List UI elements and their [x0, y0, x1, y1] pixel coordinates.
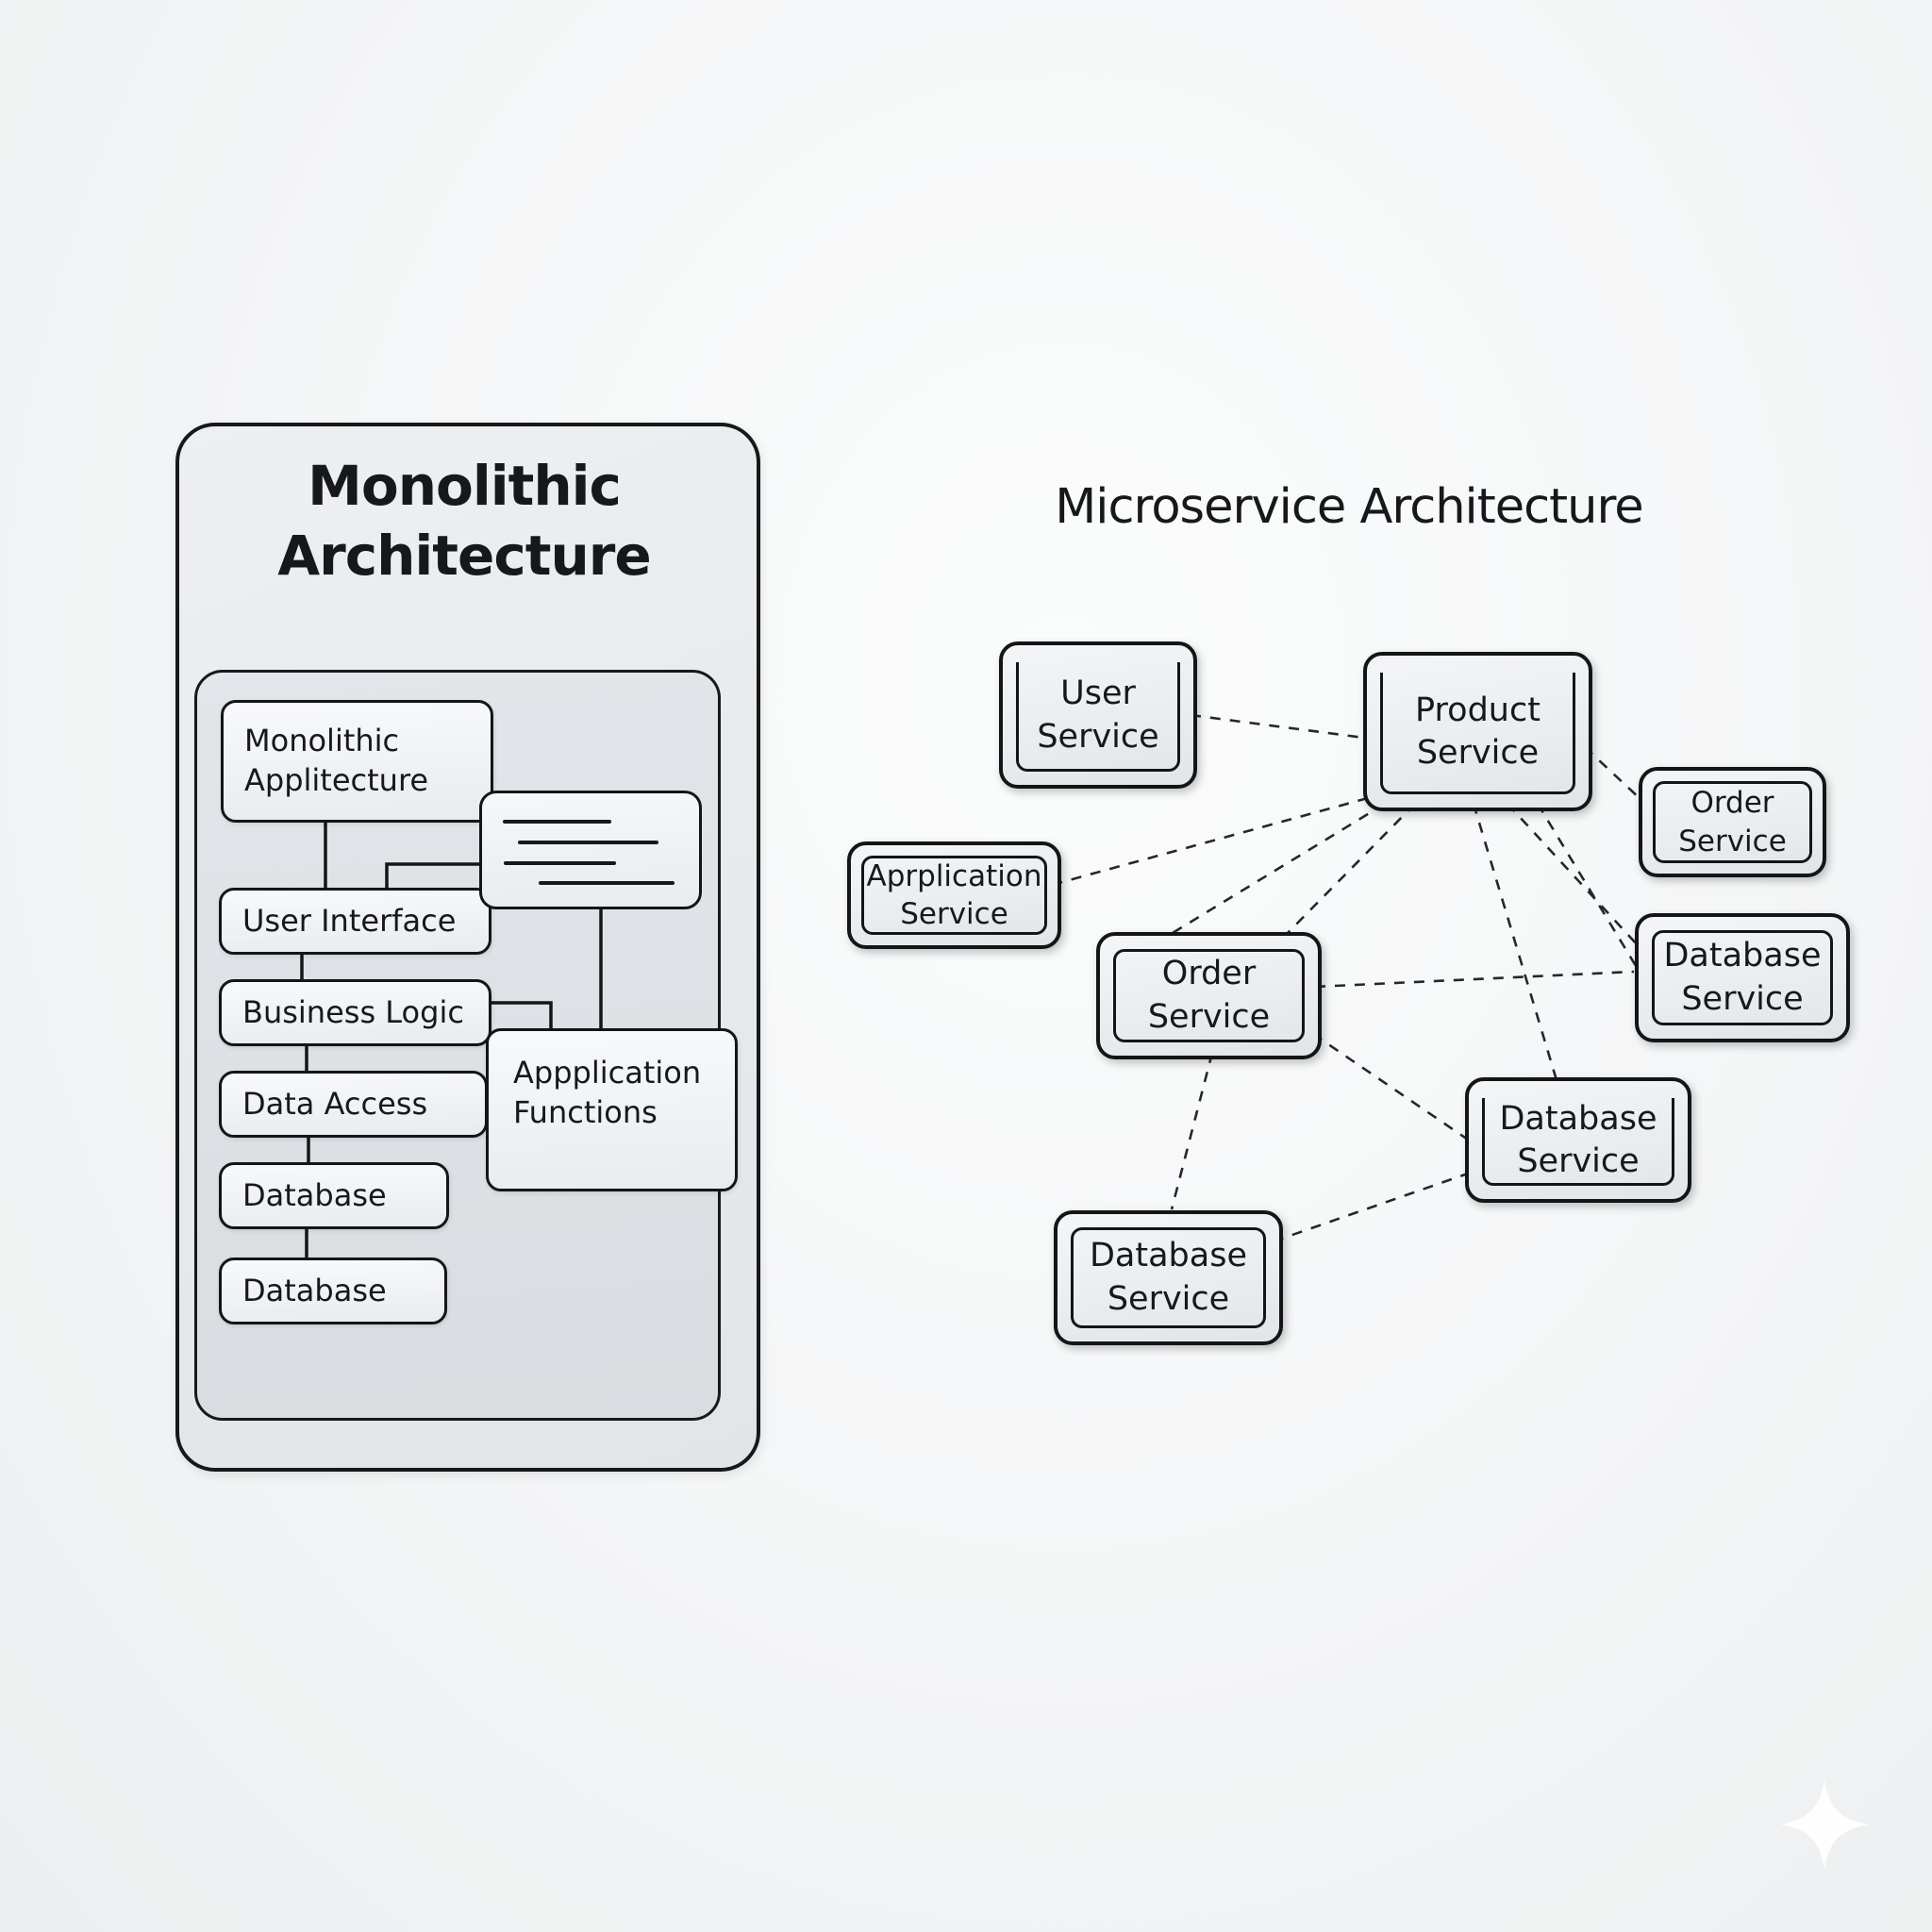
- sparkle-watermark-icon: [1777, 1777, 1872, 1872]
- text-line-icon: [518, 841, 658, 844]
- text-line-icon: [503, 820, 611, 824]
- node-inner-frame: [1652, 930, 1833, 1025]
- block-label: User Interface: [242, 902, 457, 939]
- block-label: Database: [242, 1272, 387, 1308]
- node-user-service: [999, 641, 1197, 789]
- node-inner-frame: [1071, 1227, 1266, 1328]
- block-label: Data Access: [242, 1085, 428, 1122]
- block-business-logic: [219, 979, 491, 1046]
- node-order-service-right: [1639, 767, 1826, 877]
- node-database-service-bottom: [1054, 1210, 1283, 1345]
- note-lines-box: [479, 791, 702, 909]
- block-label: Appplication Functions: [513, 1055, 702, 1130]
- text-line-icon: [504, 861, 616, 865]
- node-product-service: [1363, 652, 1592, 811]
- node-database-service-right: [1635, 913, 1850, 1042]
- text-line-icon: [539, 881, 675, 885]
- node-inner-frame: [1016, 662, 1180, 772]
- block-data-access: [219, 1071, 488, 1138]
- node-application-service: [847, 841, 1061, 949]
- monolithic-title: Monolithic Architecture: [277, 454, 651, 589]
- microservice-title: Microservice Architecture: [1055, 479, 1643, 535]
- block-label: Monolithic Applitecture: [244, 723, 429, 798]
- node-label: Order Service: [1678, 786, 1787, 858]
- node-label: Product Service: [1415, 691, 1541, 772]
- node-inner-frame: [1482, 1098, 1674, 1186]
- node-label: User Service: [1037, 675, 1159, 756]
- block-database-2: [219, 1257, 447, 1324]
- node-order-service-center: [1096, 932, 1322, 1059]
- node-inner-frame: [1113, 949, 1305, 1042]
- block-label: Database: [242, 1176, 387, 1213]
- node-inner-frame: [1653, 781, 1812, 863]
- block-label: Business Logic: [242, 993, 464, 1030]
- node-inner-frame: [861, 856, 1047, 935]
- node-label: Database Service: [1089, 1237, 1247, 1318]
- node-label: Database Service: [1499, 1099, 1657, 1180]
- node-label: Aprplication Service: [866, 858, 1042, 931]
- node-label: Database Service: [1663, 937, 1822, 1018]
- block-application-functions: [486, 1028, 738, 1191]
- node-label: Order Service: [1147, 955, 1271, 1036]
- node-inner-frame: [1380, 673, 1575, 794]
- block-monolithic-applitecture: [221, 700, 493, 823]
- block-database-1: [219, 1162, 449, 1229]
- node-database-service-mid: [1465, 1077, 1691, 1203]
- block-user-interface: [219, 888, 491, 955]
